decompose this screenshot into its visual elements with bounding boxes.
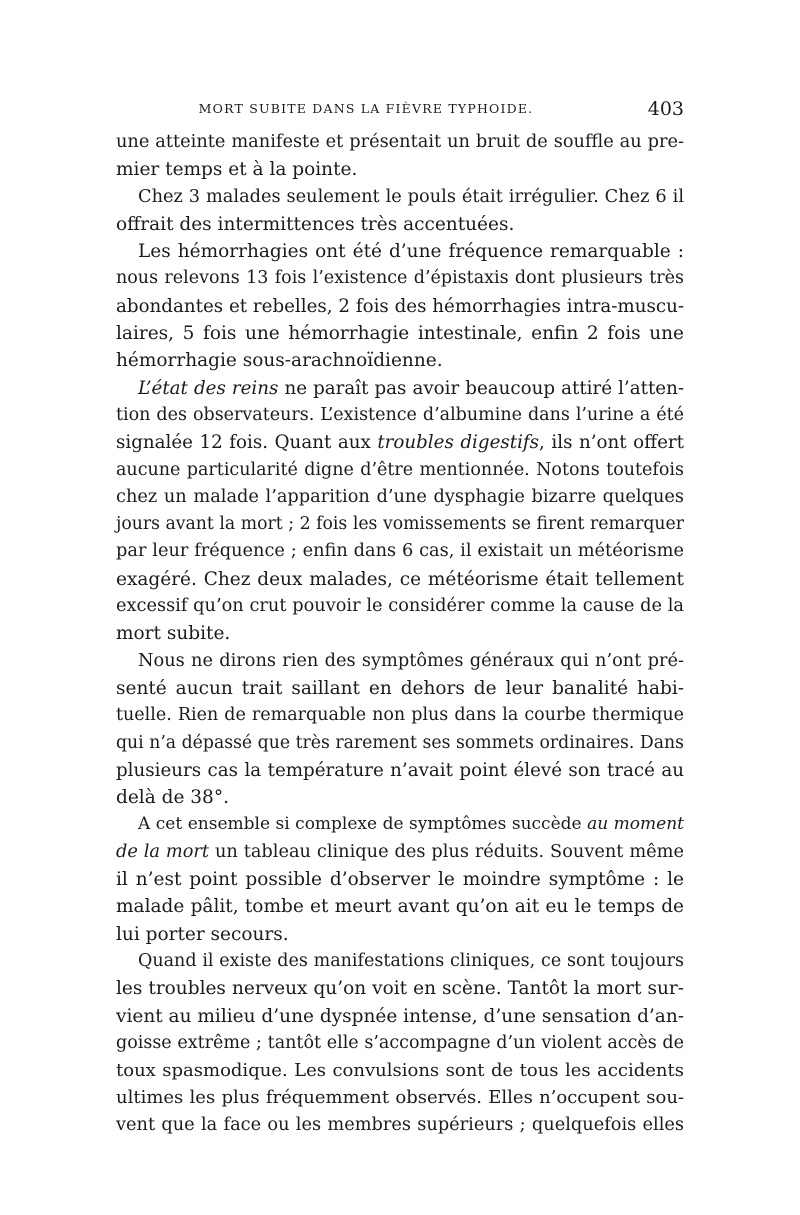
text-segment: delà de 38°. [116, 787, 229, 809]
text-segment: toux spasmodique. Les convulsions sont de tous les accidents [116, 1060, 684, 1082]
text-line [116, 1112, 684, 1139]
text-segment: mort subite. [116, 623, 231, 645]
text-line [116, 484, 684, 511]
text-line [116, 975, 684, 1002]
italic-phrase: de la mort [116, 841, 210, 862]
text-segment: senté aucun trait saillant en dehors de leur banalité habi- [116, 677, 684, 699]
italic-phrase: troubles digestifs [377, 432, 540, 454]
text-line [116, 593, 684, 620]
running-title: MORT SUBITE DANS LA FIÈVRE TYPHOIDE. [198, 101, 534, 116]
running-head [116, 97, 684, 121]
text-segment: A cet ensemble si complexe de symptômes succède [138, 814, 588, 835]
text-segment: vient au milieu d’une dyspnée intense, d’une sensation d’an- [116, 1005, 684, 1027]
text-segment: Chez 3 malades seulement le pouls était irrégulier. Chez 6 il [138, 186, 684, 207]
text-line [116, 184, 684, 211]
text-line [116, 238, 684, 265]
text-segment: Quand il existe des manifestations cliniques, ce sont toujours [138, 950, 684, 971]
text-segment: tuelle. Rien de remarquable non plus dans la courbe thermique [116, 705, 684, 726]
text-segment: vent que la face ou les membres supérieurs ; quelquefois elles [116, 1114, 684, 1135]
text-line [116, 1057, 684, 1084]
text-line [116, 347, 684, 374]
body-text [116, 129, 684, 1139]
text-line [116, 811, 684, 838]
text-segment: exagéré. Chez deux malades, ce météorisme était tellement [116, 568, 684, 590]
text-segment: abondantes et rebelles, 2 fois des hémorrhagies intra-muscu- [116, 295, 684, 317]
text-line [116, 538, 684, 565]
text-line [116, 511, 684, 538]
text-line [116, 211, 684, 238]
text-segment: offrait des intermittences très accentuées. [116, 213, 515, 235]
text-segment: par leur fréquence ; enfin dans 6 cas, il existait un météorisme [116, 541, 684, 562]
text-line [116, 375, 684, 402]
text-segment: , ils n’ont offert [539, 432, 684, 454]
text-line [116, 702, 684, 729]
text-line [116, 893, 684, 920]
text-line [116, 402, 684, 429]
text-line [116, 1003, 684, 1030]
text-segment: chez un malade l’apparition d’une dysphagie bizarre quelques [116, 486, 684, 507]
italic-phrase: au moment [587, 814, 684, 835]
text-line [116, 730, 684, 757]
text-line [116, 866, 684, 893]
text-line [116, 156, 684, 183]
text-segment: tion des observateurs. L’existence d’albumine dans l’urine a été [116, 404, 684, 425]
text-line [116, 948, 684, 975]
text-line [116, 1030, 684, 1057]
text-line [116, 320, 684, 347]
text-segment: goisse extrême ; tantôt elle s’accompagne d’un violent accès de [116, 1032, 684, 1053]
text-line [116, 675, 684, 702]
text-segment: Nous ne dirons rien des symptômes généraux qui n’ont pré- [138, 650, 684, 671]
text-segment: laires, 5 fois une hémorrhagie intestinale, enfin 2 fois une [116, 323, 684, 345]
text-segment: qui n’a dépassé que très rarement ses sommets ordinaires. Dans [116, 732, 684, 753]
text-line [116, 129, 684, 156]
text-line [116, 921, 684, 948]
text-segment: plusieurs cas la température n’avait point élevé son tracé au [116, 759, 684, 781]
text-line [116, 293, 684, 320]
text-segment: aucune particularité digne d’être mentionnée. Notons toutefois [116, 459, 684, 480]
text-line [116, 648, 684, 675]
text-line [116, 620, 684, 647]
text-segment: mier temps et à la pointe. [116, 159, 358, 181]
text-segment: les troubles nerveux qu’on voit en scène. Tantôt la mort sur- [116, 978, 684, 1000]
text-segment: ultimes les plus fréquemment observés. Elles n’occupent sou- [116, 1087, 684, 1109]
text-line [116, 265, 684, 292]
text-line [116, 839, 684, 866]
text-line [116, 429, 684, 456]
text-segment: il n’est point possible d’observer le moindre symptôme : le [116, 869, 684, 891]
text-segment: un tableau clinique des plus réduits. Souvent même [209, 841, 684, 862]
text-line [116, 784, 684, 811]
text-line [116, 757, 684, 784]
italic-phrase: L’état des reins [138, 377, 279, 399]
text-segment: nous relevons 13 fois l’existence d’épistaxis dont plusieurs très [116, 268, 684, 289]
text-segment: signalée 12 fois. Quant aux [116, 432, 378, 454]
text-segment: jours avant la mort ; 2 fois les vomissements se firent remarquer [116, 514, 684, 535]
page-number: 403 [647, 98, 684, 120]
text-segment: excessif qu’on crut pouvoir le considérer comme la cause de la [116, 596, 684, 617]
text-line [116, 1084, 684, 1111]
text-segment: Les hémorrhagies ont été d’une fréquence remarquable : [138, 241, 684, 263]
text-segment: hémorrhagie sous-arachnoïdienne. [116, 350, 443, 372]
text-line [116, 566, 684, 593]
text-segment: ne paraît pas avoir beaucoup attiré l’atten- [278, 377, 685, 399]
text-segment: malade pâlit, tombe et meurt avant qu’on ait eu le temps de [116, 896, 684, 918]
text-line [116, 457, 684, 484]
text-segment: une atteinte manifeste et présentait un bruit de souffle au pre- [116, 132, 684, 152]
text-segment: lui porter secours. [116, 923, 289, 945]
